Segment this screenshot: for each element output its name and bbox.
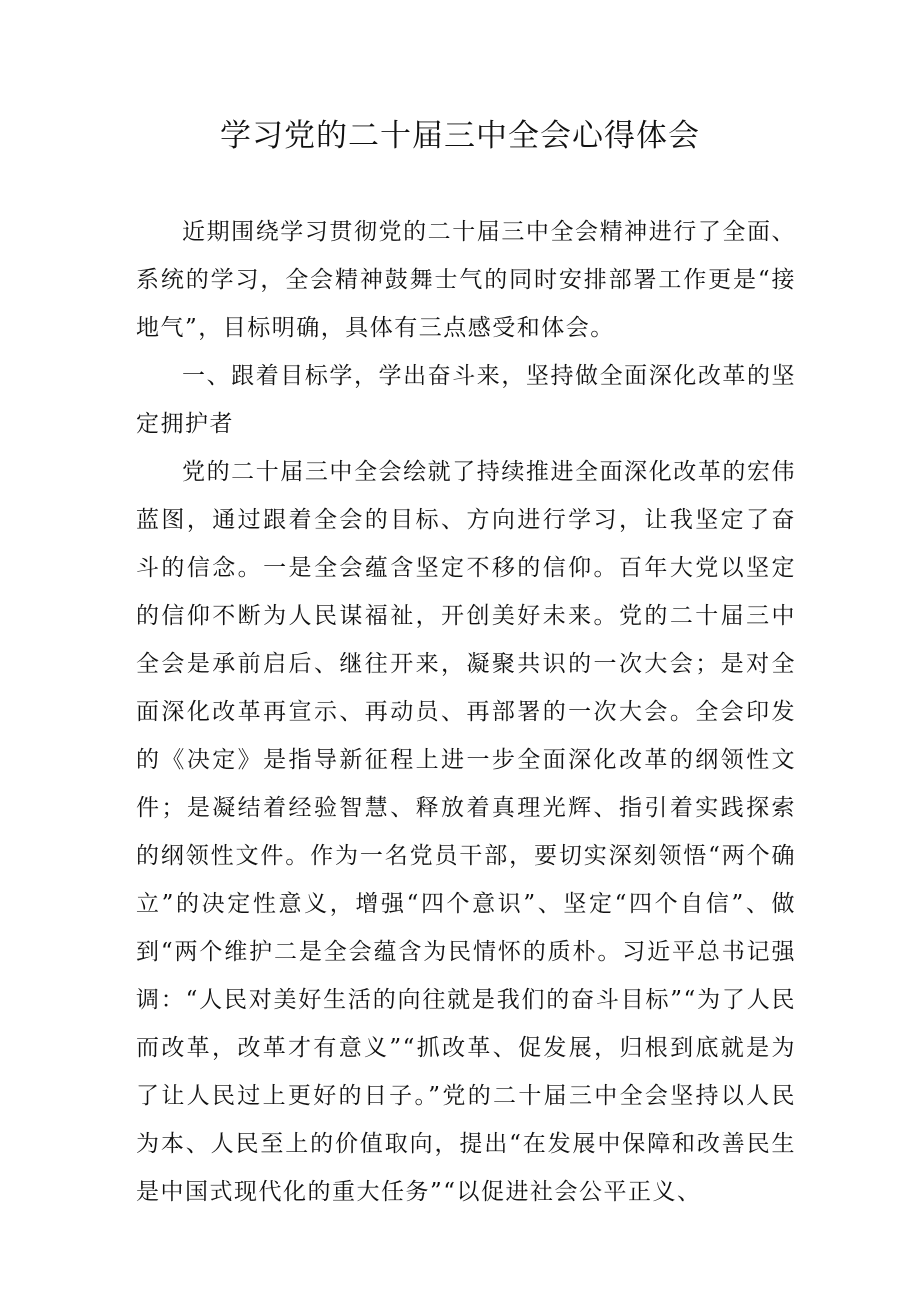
- section-1-paragraph: 党的二十届三中全会绘就了持续推进全面深化改革的宏伟蓝图，通过跟着全会的目标、方向进行学习，让我坚定了奋斗的信念。一是全会蕴含坚定不移的信仰。百年大党以坚定的信仰不断为人民谋福祉，开创美好未来。党的二十届三中全会是承前启后、继往开来，凝聚共识的一次大会；是对全面深化改革再宣示、再动员、再部署的一次大会。全会印发的《决定》是指导新征程上进一步全面深化改革的纲领性文件；是凝结着经验智慧、释放着真理光辉、指引着实践探索的纲领性文件。作为一名党员干部，要切实深刻领悟“两个确立”的决定性意义，增强“四个意识”、坚定“四个自信”、做到“两个维护二是全会蕴含为民情怀的质朴。习近平总书记强调：“人民对美好生活的向往就是我们的奋斗目标”“为了人民而改革，改革才有意义”“抓改革、促发展，归根到底就是为了让人民过上更好的日子。”党的二十届三中全会坚持以人民为本、人民至上的价值取向，提出“在发展中保障和改善民生是中国式现代化的重大任务”“以促进社会公平正义、: [136, 459, 796, 1205]
- document-body: [136, 208, 796, 1216]
- document-title: 学习党的二十届三中全会心得体会: [220, 118, 700, 154]
- section-heading-1: 一、跟着目标学，学出奋斗来，坚持做全面深化改革的坚定拥护者: [136, 363, 796, 437]
- intro-paragraph: 近期围绕学习贯彻党的二十届三中全会精神进行了全面、系统的学习，全会精神鼓舞士气的同时安排部署工作更是“接地气”，目标明确，具体有三点感受和体会。: [136, 219, 796, 341]
